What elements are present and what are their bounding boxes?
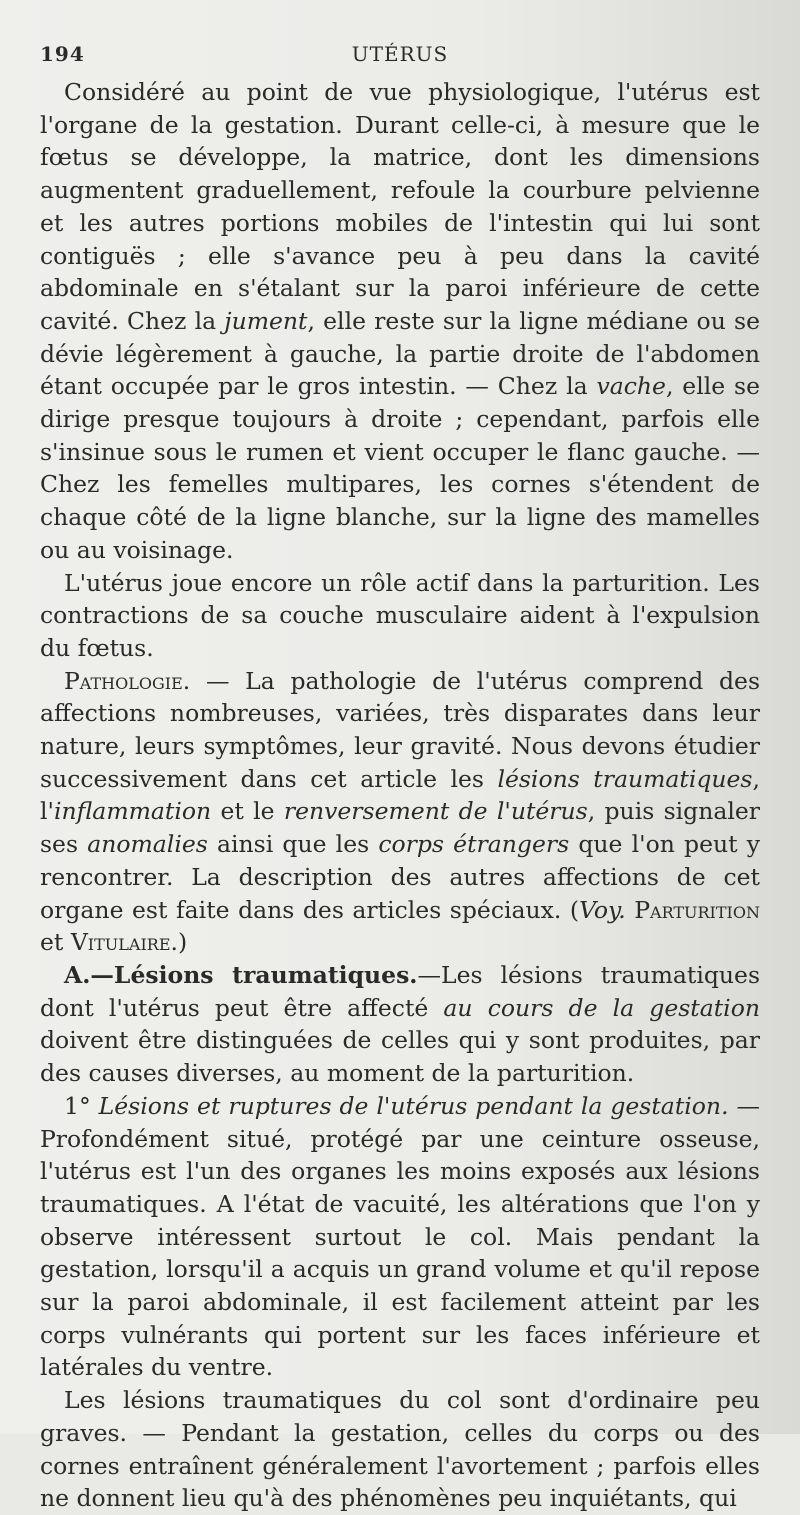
paragraph-pathology: Pathologie. — La pathologie de l'utérus comprend des affections nombreuses, variées, très disparates dans leur nature, leurs symptômes, leur gravité. Nous devons étudier successivement dans cet article les lésions traumatiques, l'inflammation et le renversement de l'utérus, puis signaler ses anomalies ainsi que les corps étrangers que l'on peut y rencontrer. La description des autres affections de cet organe est faite dans des articles spéciaux. (Voy. Parturition et Vitulaire.): [40, 666, 761, 957]
section-heading-a: A.—Lésions traumatiques.: [64, 960, 418, 989]
paragraph-physiology: Considéré au point de vue physiologique, l'utérus est l'organe de la gestation. Durant celle-ci, à mesure que le fœtus se développe, la matrice, dont les dimensions augmentent graduellement, refoule la courbure pelvienne et les autres portions mobiles de l'intestin qui lui sont contiguës ; elle s'avance peu à peu dans la cavité abdominale en s'étalant sur la paroi inférieure de cette cavité. Chez la jument, elle reste sur la ligne médiane ou se dévie légèrement à gauche, la partie droite de l'abdomen étant occupée par le gros intestin. — Chez la vache, elle se dirige presque toujours à droite ; cependant, parfois elle s'insinue sous le rumen et vient occuper le flanc gauche. — Chez les femelles multipares, les cornes s'étendent de chaque côté de la ligne blanche, sur la ligne des mamelles ou au voisinage.: [40, 78, 760, 564]
paragraph-parturition: L'utérus joue encore un rôle actif dans la parturition. Les contractions de sa couche musculaire aident à l'expulsion du fœtus.: [40, 568, 760, 662]
paragraph-ruptures: 1° Lésions et ruptures de l'utérus pendant la gestation. — Profondément situé, protégé par une ceinture osseuse, l'utérus est l'un des organes les moins exposés aux lésions traumatiques. A l'état de vacuité, les altérations que l'on y observe intéressent surtout le col. Mais pendant la gestation, lorsqu'il a acquis un grand volume et qu'il repose sur la paroi abdominale, il est facilement atteint par les corps vulnérants qui portent sur les faces inférieure et latérales du ventre.: [40, 1091, 760, 1382]
paragraph-traumatic-lesions: A.—Lésions traumatiques.—Les lésions traumatiques dont l'utérus peut être affecté au cours de la gestation doivent être distinguées de celles qui y sont produites, par des causes diverses, au moment de la parturition.: [40, 960, 761, 1088]
running-head: UTÉRUS: [351, 42, 449, 66]
page-number: 194: [40, 42, 85, 66]
page-header: [40, 42, 760, 76]
body-text: [40, 76, 760, 1515]
paragraph-cervix-lesions: Les lésions traumatiques du col sont d'ordinaire peu graves. — Pendant la gestation, celles du corps ou des cornes entraînent généralement l'avortement ; parfois elles ne donnent lieu qu'à des phénomènes peu inquiétants, qui: [40, 1386, 760, 1513]
subsection-heading-1: Lésions et ruptures de l'utérus pendant la gestation.: [98, 1091, 729, 1120]
section-label-pathology: Pathologie.: [64, 666, 191, 695]
